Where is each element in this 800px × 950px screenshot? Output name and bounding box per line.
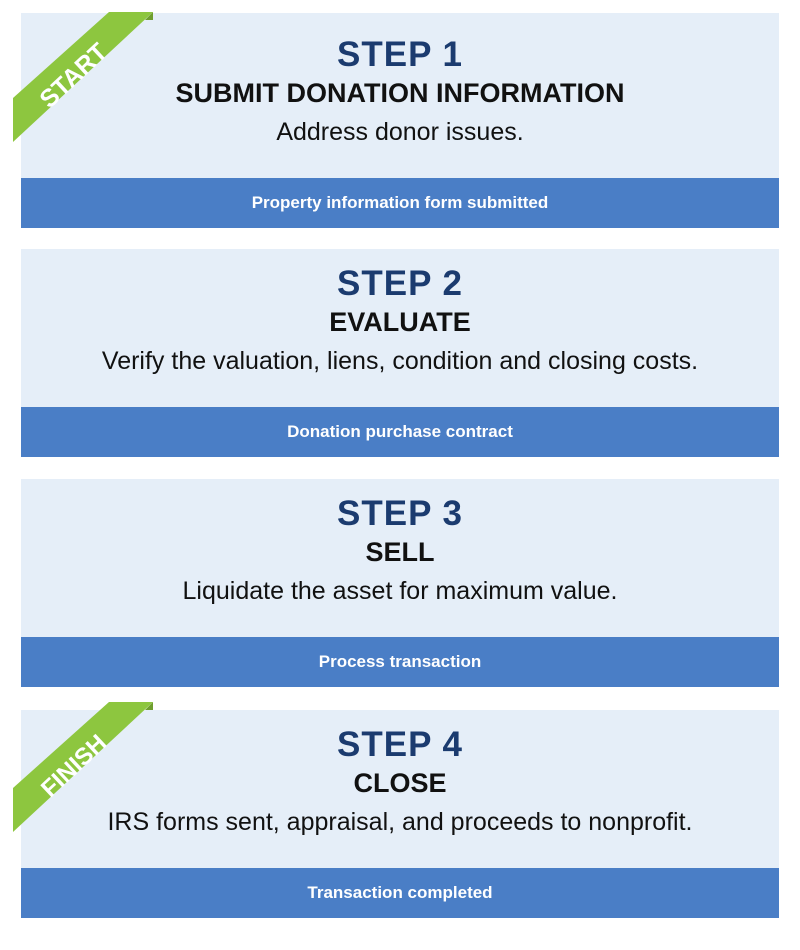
step-2-result-bar: Donation purchase contract bbox=[21, 407, 779, 457]
step-3-card bbox=[21, 479, 779, 687]
step-4-description: IRS forms sent, appraisal, and proceeds to nonprofit. bbox=[107, 808, 693, 836]
finish-ribbon bbox=[13, 702, 153, 832]
step-3-result-bar: Process transaction bbox=[21, 637, 779, 687]
step-2-number: STEP 2 bbox=[337, 264, 463, 303]
step-3-description: Liquidate the asset for maximum value. bbox=[182, 577, 618, 605]
step-1-description: Address donor issues. bbox=[276, 118, 524, 146]
start-ribbon-label: START bbox=[34, 37, 114, 114]
step-1-title: SUBMIT DONATION INFORMATION bbox=[175, 78, 625, 108]
step-2-title: EVALUATE bbox=[329, 307, 471, 337]
step-2-card bbox=[21, 249, 779, 457]
step-4-result-bar: Transaction completed bbox=[21, 868, 779, 918]
step-1-number: STEP 1 bbox=[337, 35, 463, 74]
step-4-number: STEP 4 bbox=[337, 725, 463, 764]
step-2-description: Verify the valuation, liens, condition and closing costs. bbox=[101, 347, 699, 375]
step-4-title: CLOSE bbox=[353, 768, 447, 798]
step-3-title: SELL bbox=[365, 537, 435, 567]
step-3-number: STEP 3 bbox=[337, 494, 463, 533]
step-1-result-bar: Property information form submitted bbox=[21, 178, 779, 228]
finish-ribbon-label: FINISH bbox=[36, 729, 112, 803]
start-ribbon bbox=[13, 12, 153, 142]
